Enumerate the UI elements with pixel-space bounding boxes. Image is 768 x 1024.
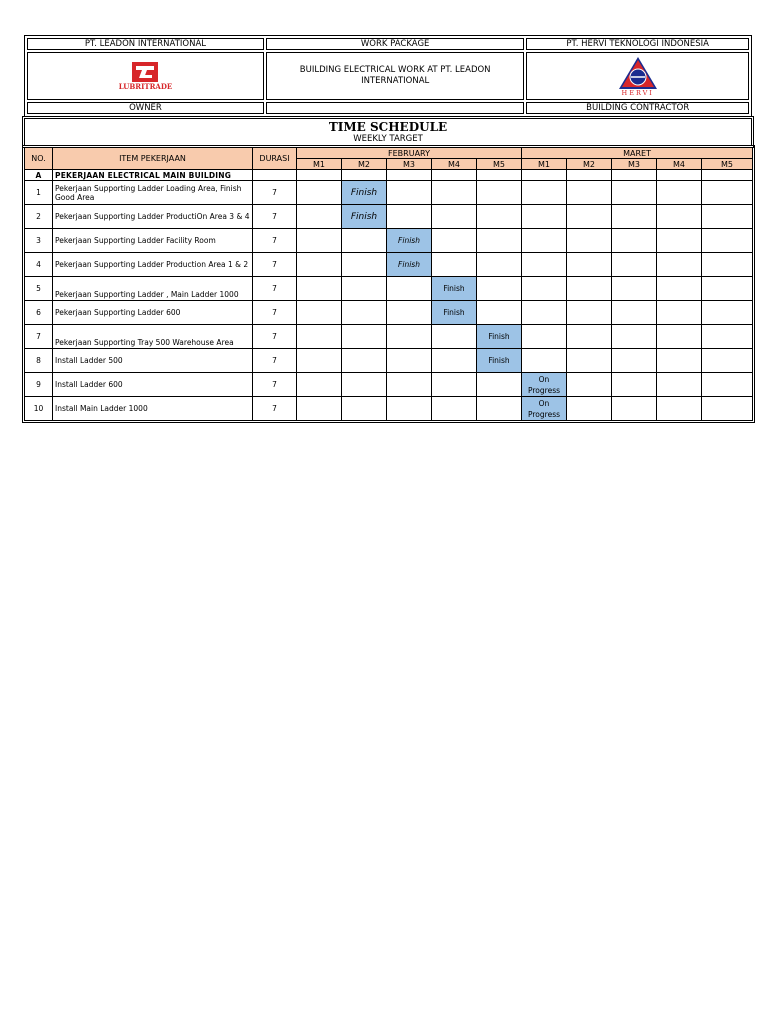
week-header: M2 (342, 159, 387, 170)
table-row (25, 205, 753, 229)
row-no: 1 (25, 181, 53, 205)
status-cell: Finish (387, 253, 432, 277)
table-row (25, 181, 753, 205)
status-cell: Finish (432, 277, 477, 301)
empty-cell (266, 102, 524, 114)
row-item: Install Ladder 600 (53, 373, 253, 397)
week-header: M2 (567, 159, 612, 170)
schedule-subtitle: WEEKLY TARGET (353, 134, 423, 144)
table-row (25, 253, 753, 277)
hervi-logo-text: HERVI (621, 88, 654, 97)
col-item-header: ITEM PEKERJAAN (53, 148, 253, 170)
status-cell: On Progress (522, 373, 567, 397)
work-package-label: WORK PACKAGE (266, 38, 524, 50)
table-row (25, 349, 753, 373)
week-header: M4 (657, 159, 702, 170)
row-no: 4 (25, 253, 53, 277)
row-no: 9 (25, 373, 53, 397)
work-package-title: BUILDING ELECTRICAL WORK AT PT. LEADON INTERNATIONAL (266, 52, 524, 100)
status-cell: Finish (432, 301, 477, 325)
contractor-logo-cell (526, 52, 749, 100)
row-durasi: 7 (253, 301, 297, 325)
row-durasi: 7 (253, 397, 297, 421)
lubritrade-mark-icon (132, 62, 158, 82)
lubritrade-logo-text: LUBRITRADE (118, 81, 173, 91)
table-row (25, 373, 753, 397)
row-no: 7 (25, 325, 53, 349)
row-durasi: 7 (253, 181, 297, 205)
owner-company: PT. LEADON INTERNATIONAL (27, 38, 264, 50)
row-item: Pekerjaan Supporting Ladder Facility Room (53, 229, 253, 253)
contractor-label: BUILDING CONTRACTOR (526, 102, 749, 114)
contractor-company: PT. HERVI TEKNOLOGI INDONESIA (526, 38, 749, 50)
row-item: Pekerjaan Supporting Ladder Production Area 1 & 2 (53, 253, 253, 277)
table-row (25, 397, 753, 421)
row-item: Pekerjaan Supporting Tray 500 Warehouse Area (53, 325, 253, 349)
row-durasi: 7 (253, 229, 297, 253)
row-durasi: 7 (253, 373, 297, 397)
row-durasi: 7 (253, 277, 297, 301)
schedule-table (24, 147, 753, 421)
owner-logo-cell (27, 52, 264, 100)
row-item: Pekerjaan Supporting Ladder ProductiOn Area 3 & 4 (53, 205, 253, 229)
row-no: 6 (25, 301, 53, 325)
row-item: Pekerjaan Supporting Ladder 600 (53, 301, 253, 325)
week-header: M5 (702, 159, 753, 170)
row-durasi: 7 (253, 349, 297, 373)
row-item: Install Ladder 500 (53, 349, 253, 373)
row-no: 8 (25, 349, 53, 373)
table-row (25, 229, 753, 253)
status-cell: Finish (342, 205, 387, 229)
section-row (25, 170, 753, 181)
month-maret-header: MARET (522, 148, 753, 159)
col-durasi-header: DURASI (253, 148, 297, 170)
lubritrade-logo (119, 62, 173, 91)
row-no: 5 (25, 277, 53, 301)
row-item: Pekerjaan Supporting Ladder Loading Area, Finish Good Area (53, 181, 253, 205)
status-cell: Finish (477, 349, 522, 373)
row-durasi: 7 (253, 253, 297, 277)
status-cell: On Progress (522, 397, 567, 421)
table-row (25, 301, 753, 325)
row-no: 10 (25, 397, 53, 421)
row-item: Pekerjaan Supporting Ladder , Main Ladder 1000 (53, 277, 253, 301)
row-no: 3 (25, 229, 53, 253)
project-header (24, 35, 752, 117)
row-durasi: 7 (253, 205, 297, 229)
week-header: M1 (522, 159, 567, 170)
section-title: PEKERJAAN ELECTRICAL MAIN BUILDING (53, 170, 253, 181)
week-header: M5 (477, 159, 522, 170)
owner-label: OWNER (27, 102, 264, 114)
hervi-logo (618, 56, 658, 97)
month-february-header: FEBRUARY (297, 148, 522, 159)
col-no-header: NO. (25, 148, 53, 170)
row-no: 2 (25, 205, 53, 229)
status-cell: Finish (342, 181, 387, 205)
week-header: M3 (612, 159, 657, 170)
section-no: A (25, 170, 53, 181)
hervi-triangle-icon (618, 56, 658, 90)
schedule-title-box (24, 118, 752, 146)
status-cell: Finish (477, 325, 522, 349)
table-row (25, 277, 753, 301)
week-header: M3 (387, 159, 432, 170)
table-row (25, 325, 753, 349)
week-header: M1 (297, 159, 342, 170)
schedule-title: TIME SCHEDULE (328, 120, 448, 134)
status-cell: Finish (387, 229, 432, 253)
week-header: M4 (432, 159, 477, 170)
time-schedule-sheet (24, 35, 752, 421)
row-item: Install Main Ladder 1000 (53, 397, 253, 421)
row-durasi: 7 (253, 325, 297, 349)
